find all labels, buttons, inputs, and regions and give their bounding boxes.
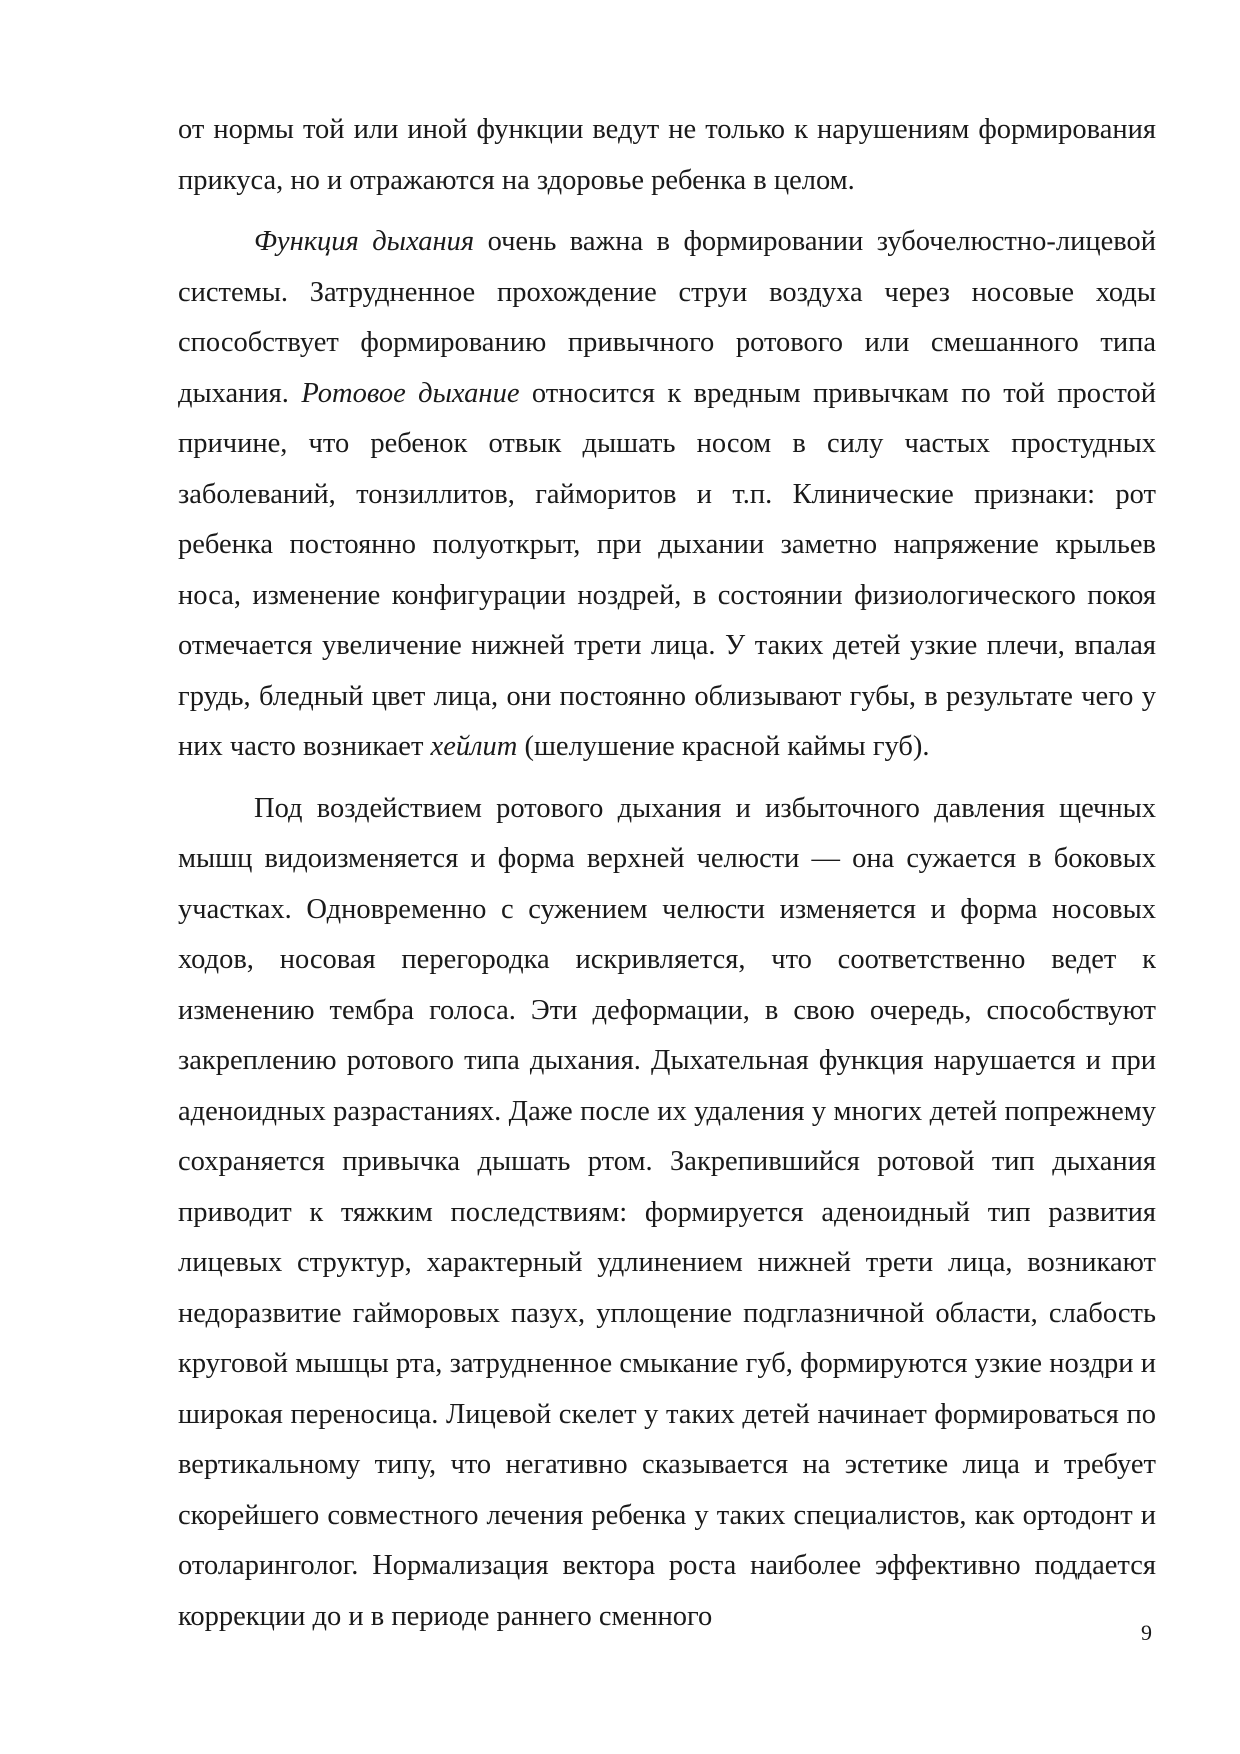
paragraph-breathing-function [178,217,1156,773]
paragraph-text: относится к вредным привычкам по той простой причине, что ребенок отвык дышать носом в силу частых простудных заболеваний, тонзиллитов, гайморитов и т.п. Клинические признаки: рот ребенка постоянно полуоткрыт, при дыхании заметно напряжение крыльев носа, изменение конфигурации ноздрей, в состоянии физиологического покоя отмечается увеличение нижней трети лица. У таких детей узкие плечи, впалая грудь, бледный цвет лица, они постоянно облизывают губы, в результате чего у них часто возникает [178,377,1156,762]
paragraph-jaw-deformation [178,784,1156,1643]
term-cheilitis: хейлит [430,731,518,762]
paragraph-text: (шелушение красной каймы губ). [517,731,930,762]
paragraph-text: от нормы той или иной функции ведут не только к нарушениям формирования прикуса, но и отражаются на здоровье ребенка в целом. [178,114,1156,196]
term-breathing-function: Функция дыхания [254,226,475,257]
paragraph-continued [178,105,1156,206]
paragraph-gap [178,206,1156,217]
paragraph-text: очень важна в формировании зубочелюстно-лицевой системы. Затрудненное прохождение струи воздуха через носовые ходы способствует формированию привычного ротового или смешанного типа дыхания. [178,226,1156,409]
paragraph-gap [178,773,1156,784]
term-mouth-breathing: Ротовое дыхание [301,377,520,409]
paragraph-text: Под воздействием ротового дыхания и избыточного давления щечных мышц видоизменяется и форма верхней челюсти — она сужается в боковых участках. Одновременно с сужением челюсти изменяется и форма носовых ходов, носовая перегородка искривляется, что соответственно ведет к изменению тембра голоса. Эти деформации, в свою очередь, способствуют закреплению ротового типа дыхания. Дыхательная функция нарушается и при аденоидных разрастаниях. Даже после их удаления у многих детей попрежнему сохраняется привычка дышать ртом. Закрепившийся ротовой тип дыхания приводит к тяжким последствиям: формируется аденоидный тип развития лицевых структур, характерный удлинением нижней трети лица, возникают недоразвитие гайморовых пазух, уплощение подглазничной области, слабость круговой мышцы рта, затрудненное смыкание губ, формируются узкие ноздри и широкая переносица. Лицевой скелет у таких детей начинает формироваться по вертикальному типу, что негативно сказывается на эстетике лица и требует скорейшего совместного лечения ребенка у таких специалистов, как ортодонт и отоларинголог. Нормализация вектора роста наиболее эффективно поддается коррекции до и в периоде раннего сменного [178,792,1156,1632]
page-number: 9 [1141,1620,1152,1645]
page-body [178,105,1156,1642]
